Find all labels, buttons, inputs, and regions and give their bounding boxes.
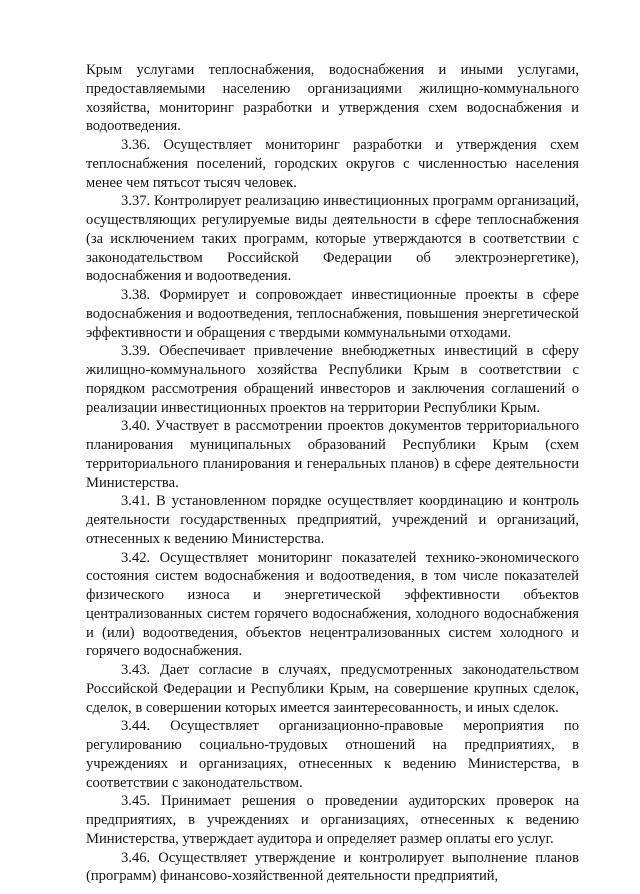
paragraph-3-42: 3.42. Осуществляет мониторинг показателей технико-экономического состояния систем водоснабжения и водоотведения, в том числе показателей физического износа и энергетической эффективности объектов централизованных систем горячего водоснабжения, холодного водоснабжения и (или) водоотведения, объектов нецентрализованных систем холодного и горячего водоснабжения.: [86, 549, 579, 660]
document-body: [86, 61, 579, 886]
paragraph-3-36: 3.36. Осуществляет мониторинг разработки и утверждения схем теплоснабжения поселений, городских округов с численностью населения менее чем пятьсот тысяч человек.: [86, 137, 579, 191]
paragraph-3-46: 3.46. Осуществляет утверждение и контролирует выполнение планов (программ) финансово-хозяйственной деятельности предприятий,: [86, 849, 579, 885]
paragraph-3-40: 3.40. Участвует в рассмотрении проектов документов территориального планирования муниципальных образований Республики Крым (схем территориального планирования и генеральных планов) в сфере деятельности Министерства.: [86, 418, 579, 491]
paragraph-3-39: 3.39. Обеспечивает привлечение внебюджетных инвестиций в сферу жилищно-коммунального хозяйства Республики Крым в соответствии с порядком рассмотрения обращений инвесторов и заключения соглашений о реализации инвестиционных проектов на территории Республики Крым.: [86, 343, 579, 416]
paragraph-3-43: 3.43. Дает согласие в случаях, предусмотренных законодательством Российской Федерации и Республики Крым, на совершение крупных сделок, сделок, в совершении которых имеется заинтересованность, и иных сделок.: [86, 662, 579, 716]
paragraph-3-44: 3.44. Осуществляет организационно-правовые мероприятия по регулированию социально-трудовых отношений на предприятиях, в учреждениях и организациях, отнесенных к ведению Министерства, в соответствии с законодательством.: [86, 718, 579, 791]
paragraph-3-41: 3.41. В установленном порядке осуществляет координацию и контроль деятельности государственных предприятий, учреждений и организаций, отнесенных к ведению Министерства.: [86, 493, 579, 547]
paragraph-continuation: Крым услугами теплоснабжения, водоснабжения и иными услугами, предоставляемыми населению организациями жилищно-коммунального хозяйства, мониторинг разработки и утверждения схем водоснабжения и водоотведения.: [86, 62, 579, 135]
paragraph-3-45: 3.45. Принимает решения о проведении аудиторских проверок на предприятиях, в учреждениях и организациях, отнесенных к ведению Министерства, утверждает аудитора и определяет размер оплаты его услуг.: [86, 793, 579, 847]
paragraph-3-38: 3.38. Формирует и сопровождает инвестиционные проекты в сфере водоснабжения и водоотведения, теплоснабжения, повышения энергетической эффективности и обращения с твердыми коммунальными отходами.: [86, 287, 579, 341]
paragraph-3-37: 3.37. Контролирует реализацию инвестиционных программ организаций, осуществляющих регулируемые виды деятельности в сфере теплоснабжения (за исключением таких программ, которые утверждаются в соответствии с законодательством Российской Федерации об электроэнергетике), водоснабжения и водоотведения.: [86, 193, 579, 285]
